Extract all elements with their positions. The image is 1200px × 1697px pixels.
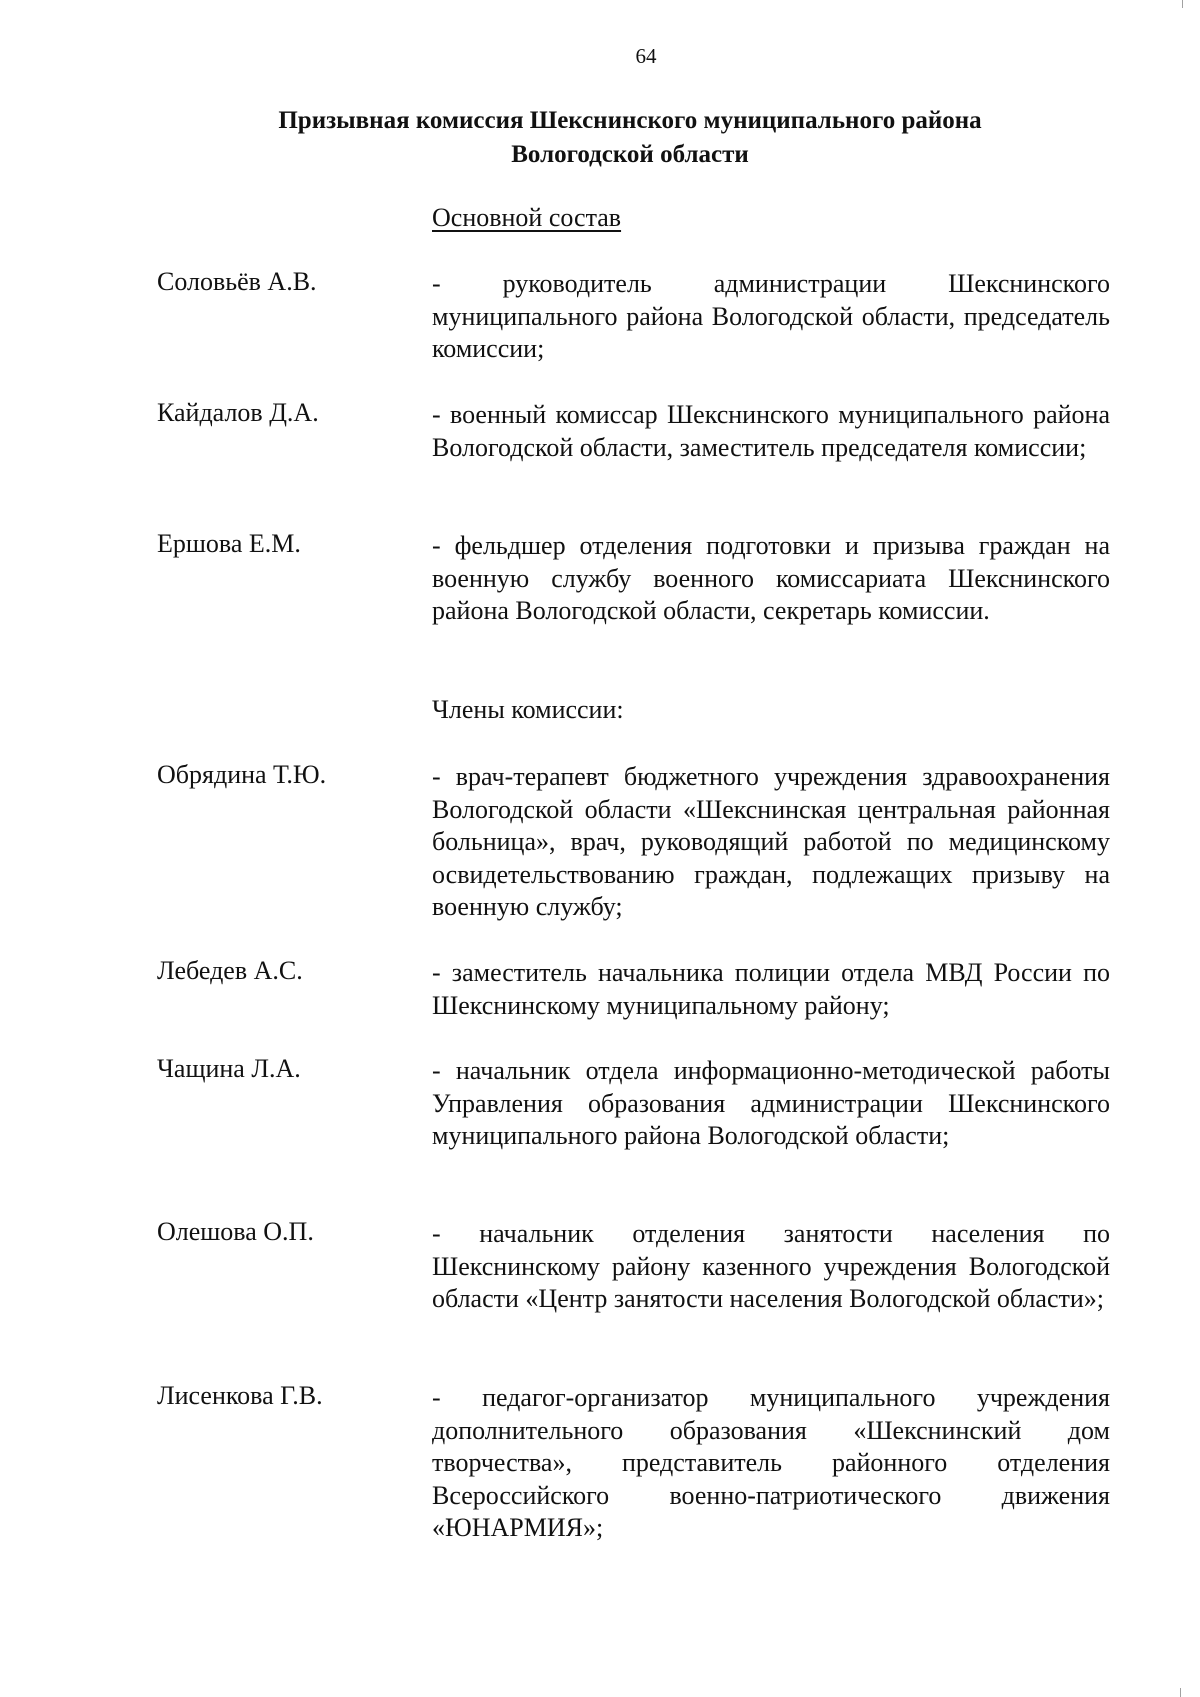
member-name: Олешова О.П. [157,1217,314,1246]
title-line-1: Призывная комиссия Шекснинского муниципального района [278,107,982,134]
member-name: Лебедев А.С. [157,956,303,985]
members-heading: Члены комиссии: [432,695,624,724]
member-role: - заместитель начальника полиции отдела МВД России по Шекснинскому муниципальному району; [432,958,1110,1020]
main-composition-heading: Основной состав [432,203,622,232]
member-role: - педагог-организатор муниципального учреждения дополнительного образования «Шекснинский дом творчества», представитель районного отделения Всероссийского военно-патриотического движения «ЮНАРМИЯ»; [432,1383,1110,1542]
member-role: - руководитель администрации Шекснинского муниципального района Вологодской области, председатель комиссии; [432,269,1110,363]
member-name: Соловьёв А.В. [157,267,317,296]
member-role: - начальник отдела информационно-методической работы Управления образования администрации Шекснинского муниципального района Вологодской области; [432,1056,1110,1150]
member-role: - фельдшер отделения подготовки и призыва граждан на военную службу военного комиссариата Шекснинского района Вологодской области, секретарь комиссии. [432,531,1110,625]
member-role: - военный комиссар Шекснинского муниципального района Вологодской области, заместитель председателя комиссии; [432,400,1110,462]
scan-artifact [1182,0,1183,8]
member-name: Обрядина Т.Ю. [157,760,327,789]
scan-artifact [1180,1688,1181,1697]
title-line-2: Вологодской области [511,141,749,168]
member-name: Кайдалов Д.А. [157,398,319,427]
document-title [190,104,1070,172]
member-role: - начальник отделения занятости населения по Шекснинскому району казенного учреждения Вологодской области «Центр занятости населения Вологодской области»; [432,1219,1110,1313]
member-name: Лисенкова Г.В. [157,1381,323,1410]
page-number: 64 [635,44,657,68]
member-name: Чащина Л.А. [157,1054,301,1083]
member-role: - врач-терапевт бюджетного учреждения здравоохранения Вологодской области «Шекснинская центральная районная больница», врач, руководящий работой по медицинскому освидетельствованию граждан, подлежащих призыву на военную службу; [432,762,1110,921]
member-name: Ершова Е.М. [157,529,301,558]
